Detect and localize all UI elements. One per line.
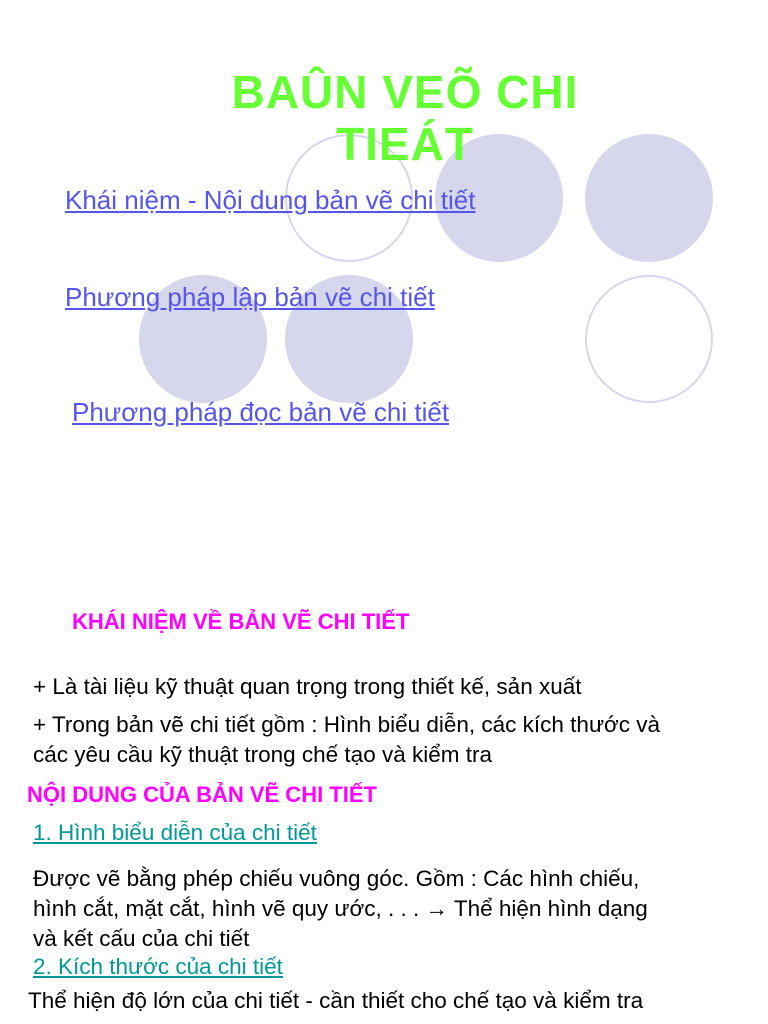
representation-text (33, 864, 648, 954)
representation-line1: Được vẽ bằng phép chiếu vuông góc. Gồm : Các hình chiếu, (33, 866, 640, 891)
representation-line2: hình cắt, mặt cắt, hình vẽ quy ước, . . . → Thể hiện hình dạng (33, 896, 648, 921)
decor-circle-outline-2 (585, 275, 713, 403)
link-concept-content[interactable]: Khái niệm - Nội dung bản vẽ chi tiết (65, 185, 476, 215)
link-representation[interactable]: 1. Hình biểu diễn của chi tiết (33, 820, 317, 845)
link-drawing-method[interactable]: Phương pháp lập bản vẽ chi tiết (65, 282, 435, 312)
slide-title-line2: TIEÁT (336, 118, 474, 170)
slide-title (180, 66, 630, 170)
bullet-2-line2: các yêu cầu kỹ thuật trong chế tạo và kiểm tra (33, 742, 492, 767)
bullet-2 (33, 710, 660, 770)
heading-content: NỘI DUNG CỦA BẢN VẼ CHI TIẾT (27, 782, 377, 807)
dimensions-text: Thể hiện độ lớn của chi tiết - cần thiết cho chế tạo và kiểm tra (28, 988, 644, 1013)
representation-line3: và kết cấu của chi tiết (33, 926, 250, 951)
bullet-1: + Là tài liệu kỹ thuật quan trọng trong thiết kế, sản xuất (33, 674, 582, 699)
bullet-2-line1: + Trong bản vẽ chi tiết gồm : Hình biểu diễn, các kích thước và (33, 712, 661, 737)
slide-title-line1: BAÛN VEÕ CHI (231, 66, 579, 118)
link-dimensions[interactable]: 2. Kích thước của chi tiết (33, 954, 283, 979)
heading-concept: KHÁI NIỆM VỀ BẢN VẼ CHI TIẾT (72, 609, 410, 634)
link-reading-method[interactable]: Phương pháp đọc bản vẽ chi tiết (72, 397, 450, 427)
